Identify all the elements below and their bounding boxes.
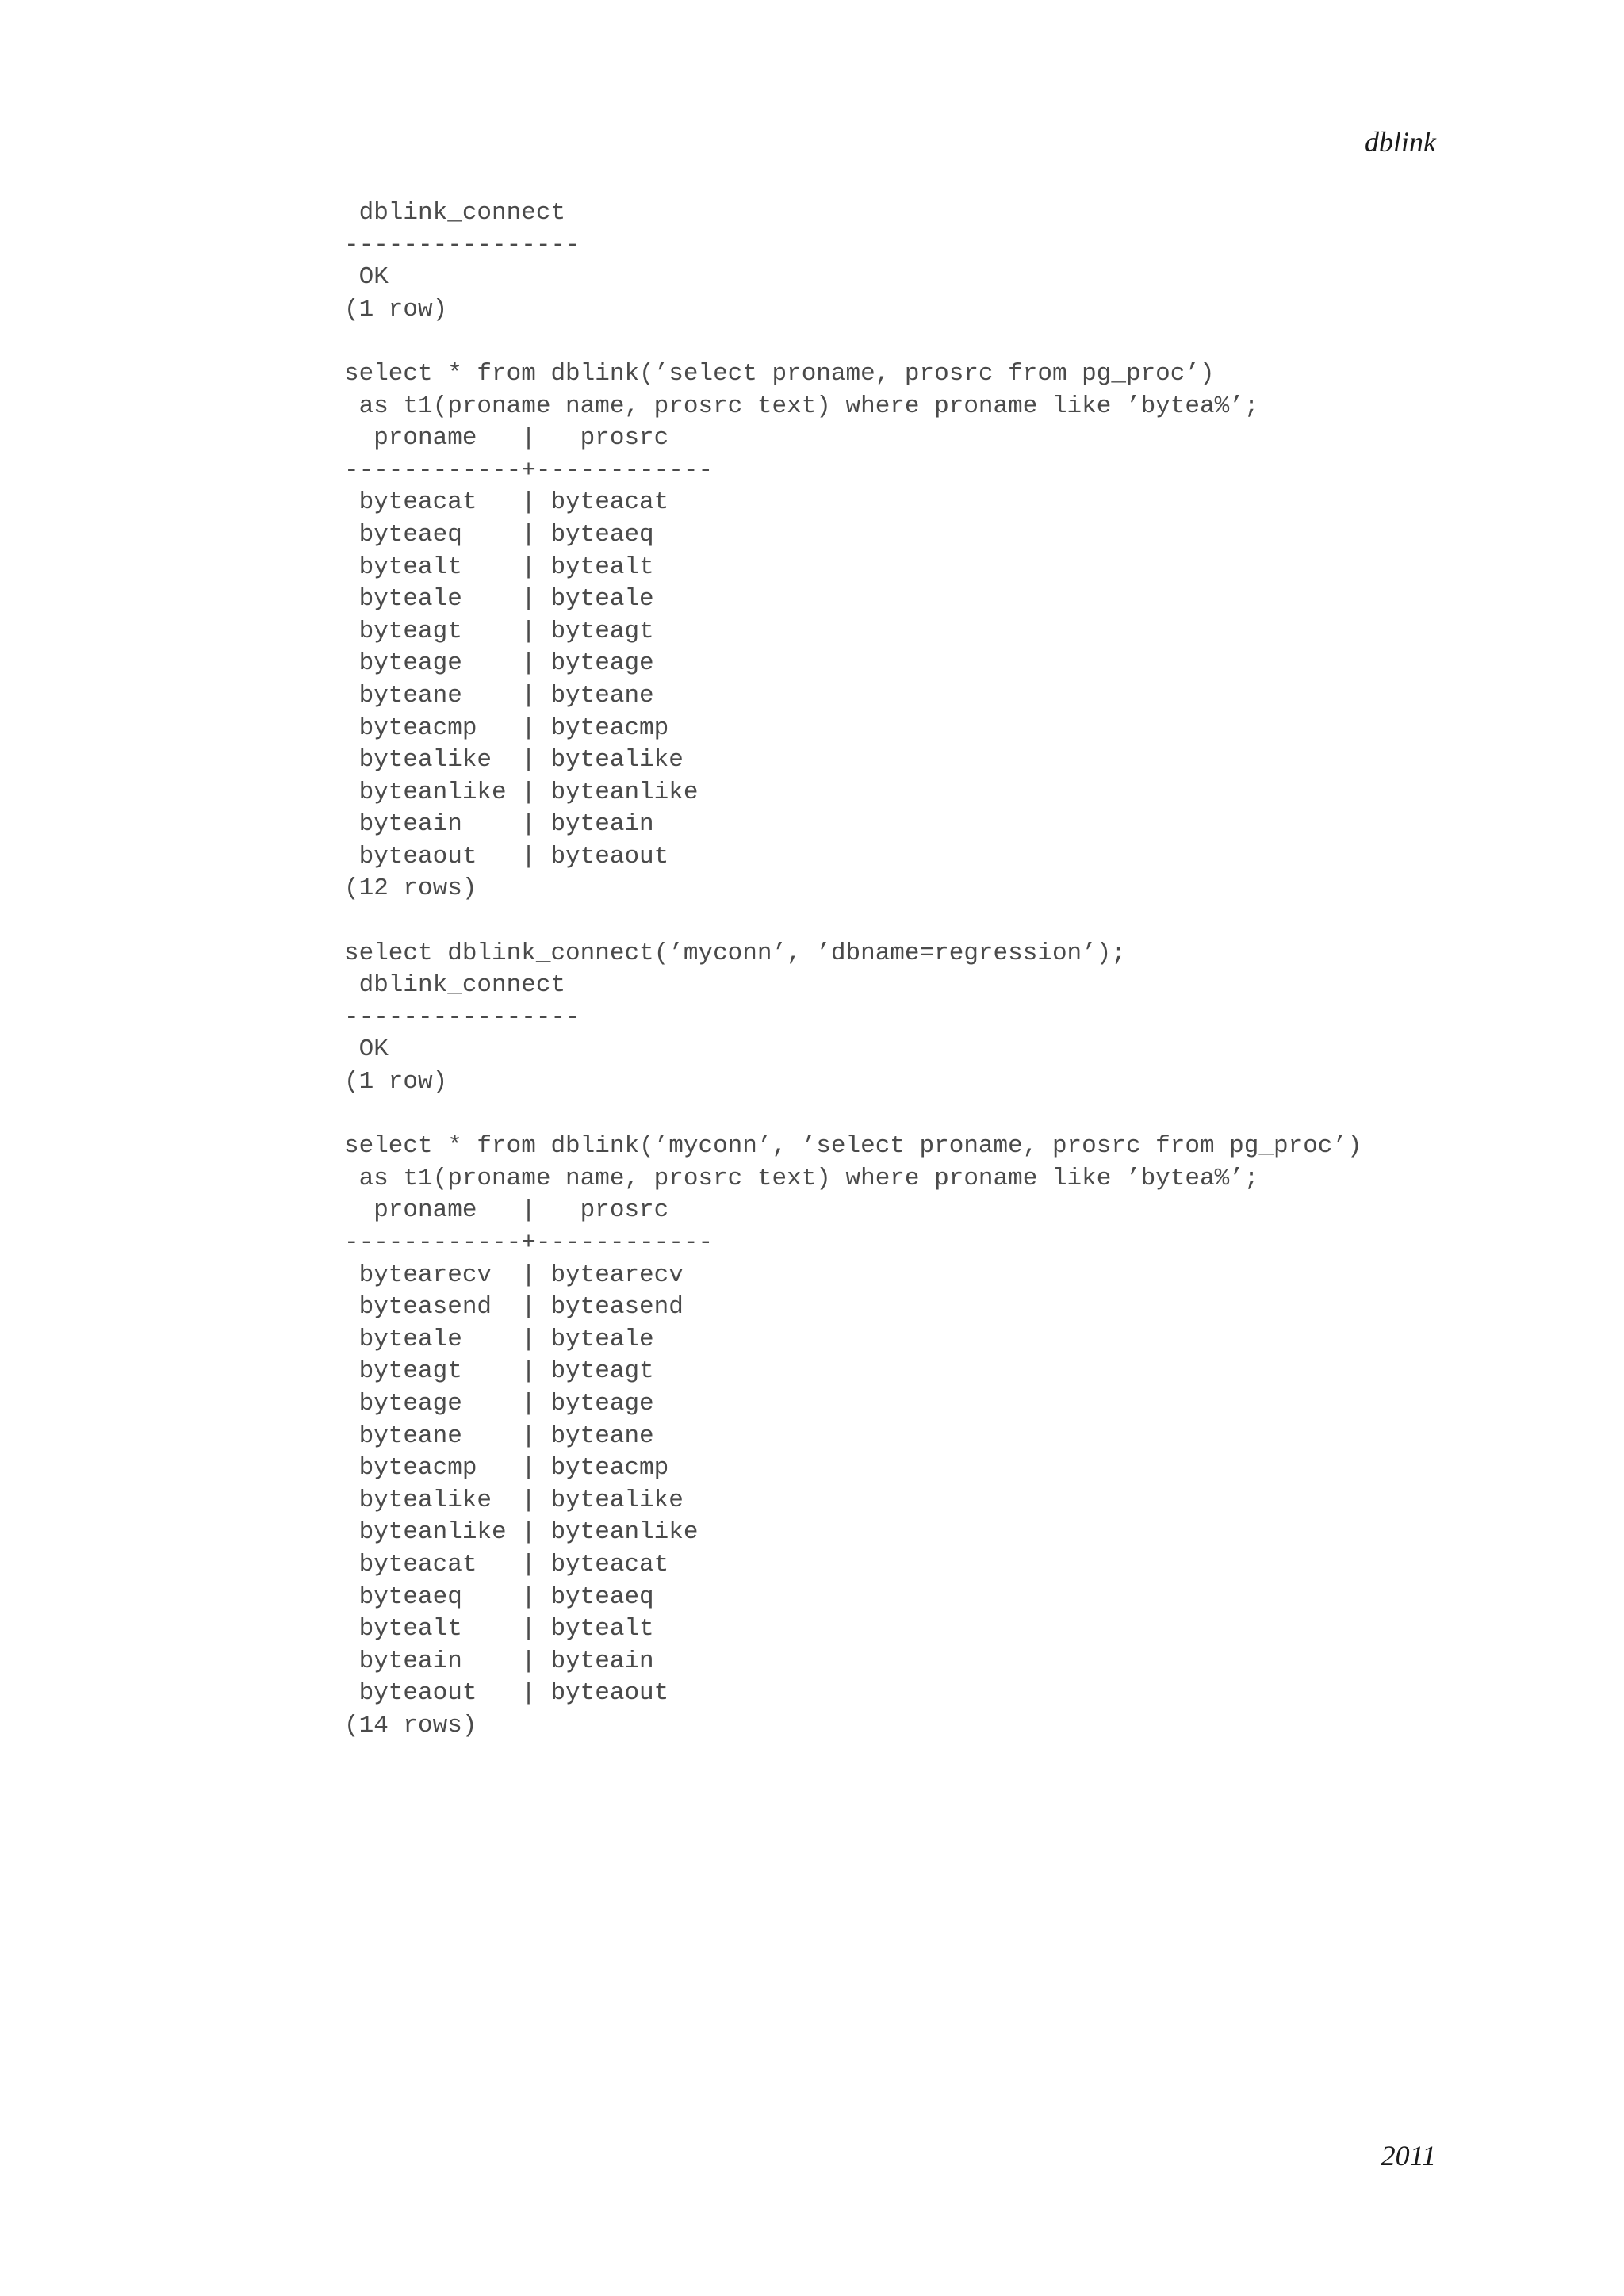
code-line: proname | prosrc xyxy=(344,1196,669,1225)
code-line: (1 row) xyxy=(344,1068,448,1096)
code-line: (1 row) xyxy=(344,295,448,323)
code-line: (12 rows) xyxy=(344,874,477,903)
code-line: bytealt | bytealt xyxy=(344,1615,654,1644)
code-line: byteasend | byteasend xyxy=(344,1293,684,1322)
code-line: ------------+------------ xyxy=(344,1229,714,1257)
code-line: byteaout | byteaout xyxy=(344,842,669,871)
code-line: dblink_connect xyxy=(344,971,566,1000)
code-line: byteacat | byteacat xyxy=(344,1550,669,1578)
code-line: byteage | byteage xyxy=(344,649,654,678)
code-line: byteaeq | byteaeq xyxy=(344,520,654,549)
code-line xyxy=(344,326,1362,358)
code-line: byteain | byteain xyxy=(344,1647,654,1675)
code-line: byteagt | byteagt xyxy=(344,617,654,645)
code-line: select * from dblink(’select proname, prosrc from pg_proc’) xyxy=(344,359,1215,388)
code-line: byteaeq | byteaeq xyxy=(344,1582,654,1611)
code-line: byteage | byteage xyxy=(344,1389,654,1418)
code-line: byteacmp | byteacmp xyxy=(344,714,669,742)
page-number: 2011 xyxy=(1381,2140,1436,2172)
code-line: byteane | byteane xyxy=(344,1422,654,1450)
code-line: bytearecv | bytearecv xyxy=(344,1261,684,1289)
running-header: dblink xyxy=(1365,126,1436,158)
code-line: OK xyxy=(344,1035,389,1064)
code-line: byteain | byteain xyxy=(344,810,654,839)
code-line: dblink_connect xyxy=(344,199,566,227)
code-line: byteacat | byteacat xyxy=(344,488,669,517)
code-line: byteacmp | byteacmp xyxy=(344,1454,669,1483)
code-line: ---------------- xyxy=(344,231,580,259)
code-listing xyxy=(344,197,1362,1743)
code-line: byteale | byteale xyxy=(344,585,654,614)
code-line: bytealike | bytealike xyxy=(344,1486,684,1514)
code-line: as t1(proname name, prosrc text) where proname like ’bytea%’; xyxy=(344,392,1259,420)
code-line: proname | prosrc xyxy=(344,424,669,453)
code-line xyxy=(344,905,1362,938)
code-line: OK xyxy=(344,263,389,292)
code-line: byteagt | byteagt xyxy=(344,1357,654,1386)
code-line: byteane | byteane xyxy=(344,681,654,710)
code-line: bytealt | bytealt xyxy=(344,553,654,581)
code-line: byteaout | byteaout xyxy=(344,1679,669,1708)
code-line: byteanlike | byteanlike xyxy=(344,1518,699,1547)
code-line: byteale | byteale xyxy=(344,1325,654,1353)
code-line: ------------+------------ xyxy=(344,456,714,484)
code-line: byteanlike | byteanlike xyxy=(344,778,699,806)
code-line: ---------------- xyxy=(344,1003,580,1031)
code-line: select * from dblink(’myconn’, ’select proname, prosrc from pg_proc’) xyxy=(344,1132,1362,1161)
code-line: (14 rows) xyxy=(344,1711,477,1739)
code-line: select dblink_connect(’myconn’, ’dbname=regression’); xyxy=(344,939,1126,967)
code-line xyxy=(344,1099,1362,1131)
code-line: bytealike | bytealike xyxy=(344,746,684,775)
code-line: as t1(proname name, prosrc text) where proname like ’bytea%’; xyxy=(344,1164,1259,1192)
